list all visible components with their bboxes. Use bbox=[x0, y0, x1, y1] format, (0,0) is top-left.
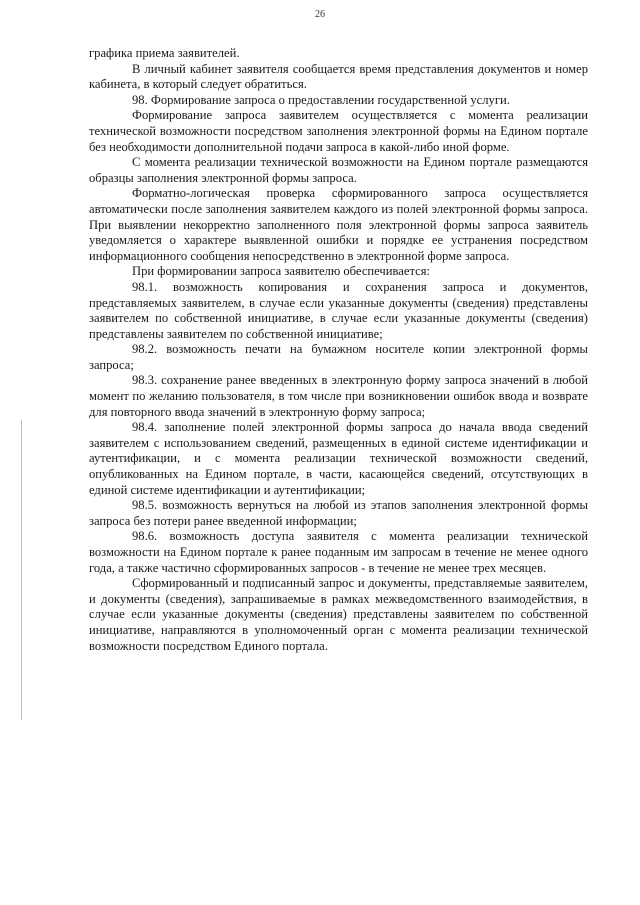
paragraph-request-formation: Формирование запроса заявителем осуществляется с момента реализации технической возможности посредством заполнения электронной формы на Едином портале без необходимости дополнительной подачи запроса в какой-либо иной форме. bbox=[89, 108, 588, 154]
paragraph-format-check: Форматно-логическая проверка сформированного запроса осуществляется автоматически после заполнения заявителем каждого из полей электронной формы запроса. При выявлении некорректно заполненного поля электронной формы запроса заявитель уведомляется о характере выявленной ошибки и порядке ее устранения посредством информационного сообщения непосредственно в электронной форме запроса. bbox=[89, 186, 588, 263]
paragraph-provided: При формировании запроса заявителю обеспечивается: bbox=[132, 264, 431, 279]
scan-margin-line bbox=[21, 420, 22, 720]
paragraph-item-98-2: 98.2. возможность печати на бумажном носителе копии электронной формы запроса; bbox=[89, 342, 588, 372]
paragraph-continuation: графика приема заявителей. bbox=[89, 46, 240, 60]
paragraph-samples: С момента реализации технической возможности на Едином портале размещаются образцы заполнения электронной формы запроса. bbox=[89, 155, 588, 185]
paragraph-item-98-1: 98.1. возможность копирования и сохранения запроса и документов, представляемых заявителем, в случае если указанные документы (сведения) представлены заявителем по собственной инициативе, в случае если указанные документы (сведения) представлены заявителем по собственной инициативе; bbox=[89, 279, 588, 341]
paragraph-signed-request: Сформированный и подписанный запрос и документы, представляемые заявителем, и документы (сведения), запрашиваемые в рамках межведомственного взаимодействия, в случае если указанные документы (сведения) представлены заявителем по собственной инициативе, направляются в уполномоченный орган с момента реализации технической возможности посредством Единого портала. bbox=[89, 576, 588, 653]
page-number: 26 bbox=[315, 9, 325, 20]
paragraph-item-98-4: 98.4. заполнение полей электронной формы запроса до начала ввода сведений заявителем с использованием сведений, размещенных в единой системе идентификации и аутентификации, и с момента реализации технической возможности сведений, опубликованных на Едином портале, в части, касающейся сведений, отсутствующих в единой системе идентификации и аутентификации; bbox=[89, 420, 588, 497]
paragraph-item-98: 98. Формирование запроса о предоставлении государственной услуги. bbox=[132, 92, 510, 107]
paragraph-item-98-5: 98.5. возможность вернуться на любой из этапов заполнения электронной формы запроса без потери ранее введенной информации; bbox=[89, 498, 588, 528]
paragraph-item-98-6: 98.6. возможность доступа заявителя с момента реализации технической возможности на Едином портале к ранее поданным им запросам в течение не менее одного года, а также частично сформированных запросов - в течение не менее трех месяцев. bbox=[89, 529, 588, 575]
document-body bbox=[89, 46, 588, 654]
paragraph-item-98-3: 98.3. сохранение ранее введенных в электронную форму запроса значений в любой момент по желанию пользователя, в том числе при возникновении ошибок ввода и возврате для повторного ввода значений в электронную форму запроса; bbox=[89, 373, 588, 419]
paragraph-personal-cabinet: В личный кабинет заявителя сообщается время представления документов и номер кабинета, в который следует обратиться. bbox=[89, 61, 588, 92]
